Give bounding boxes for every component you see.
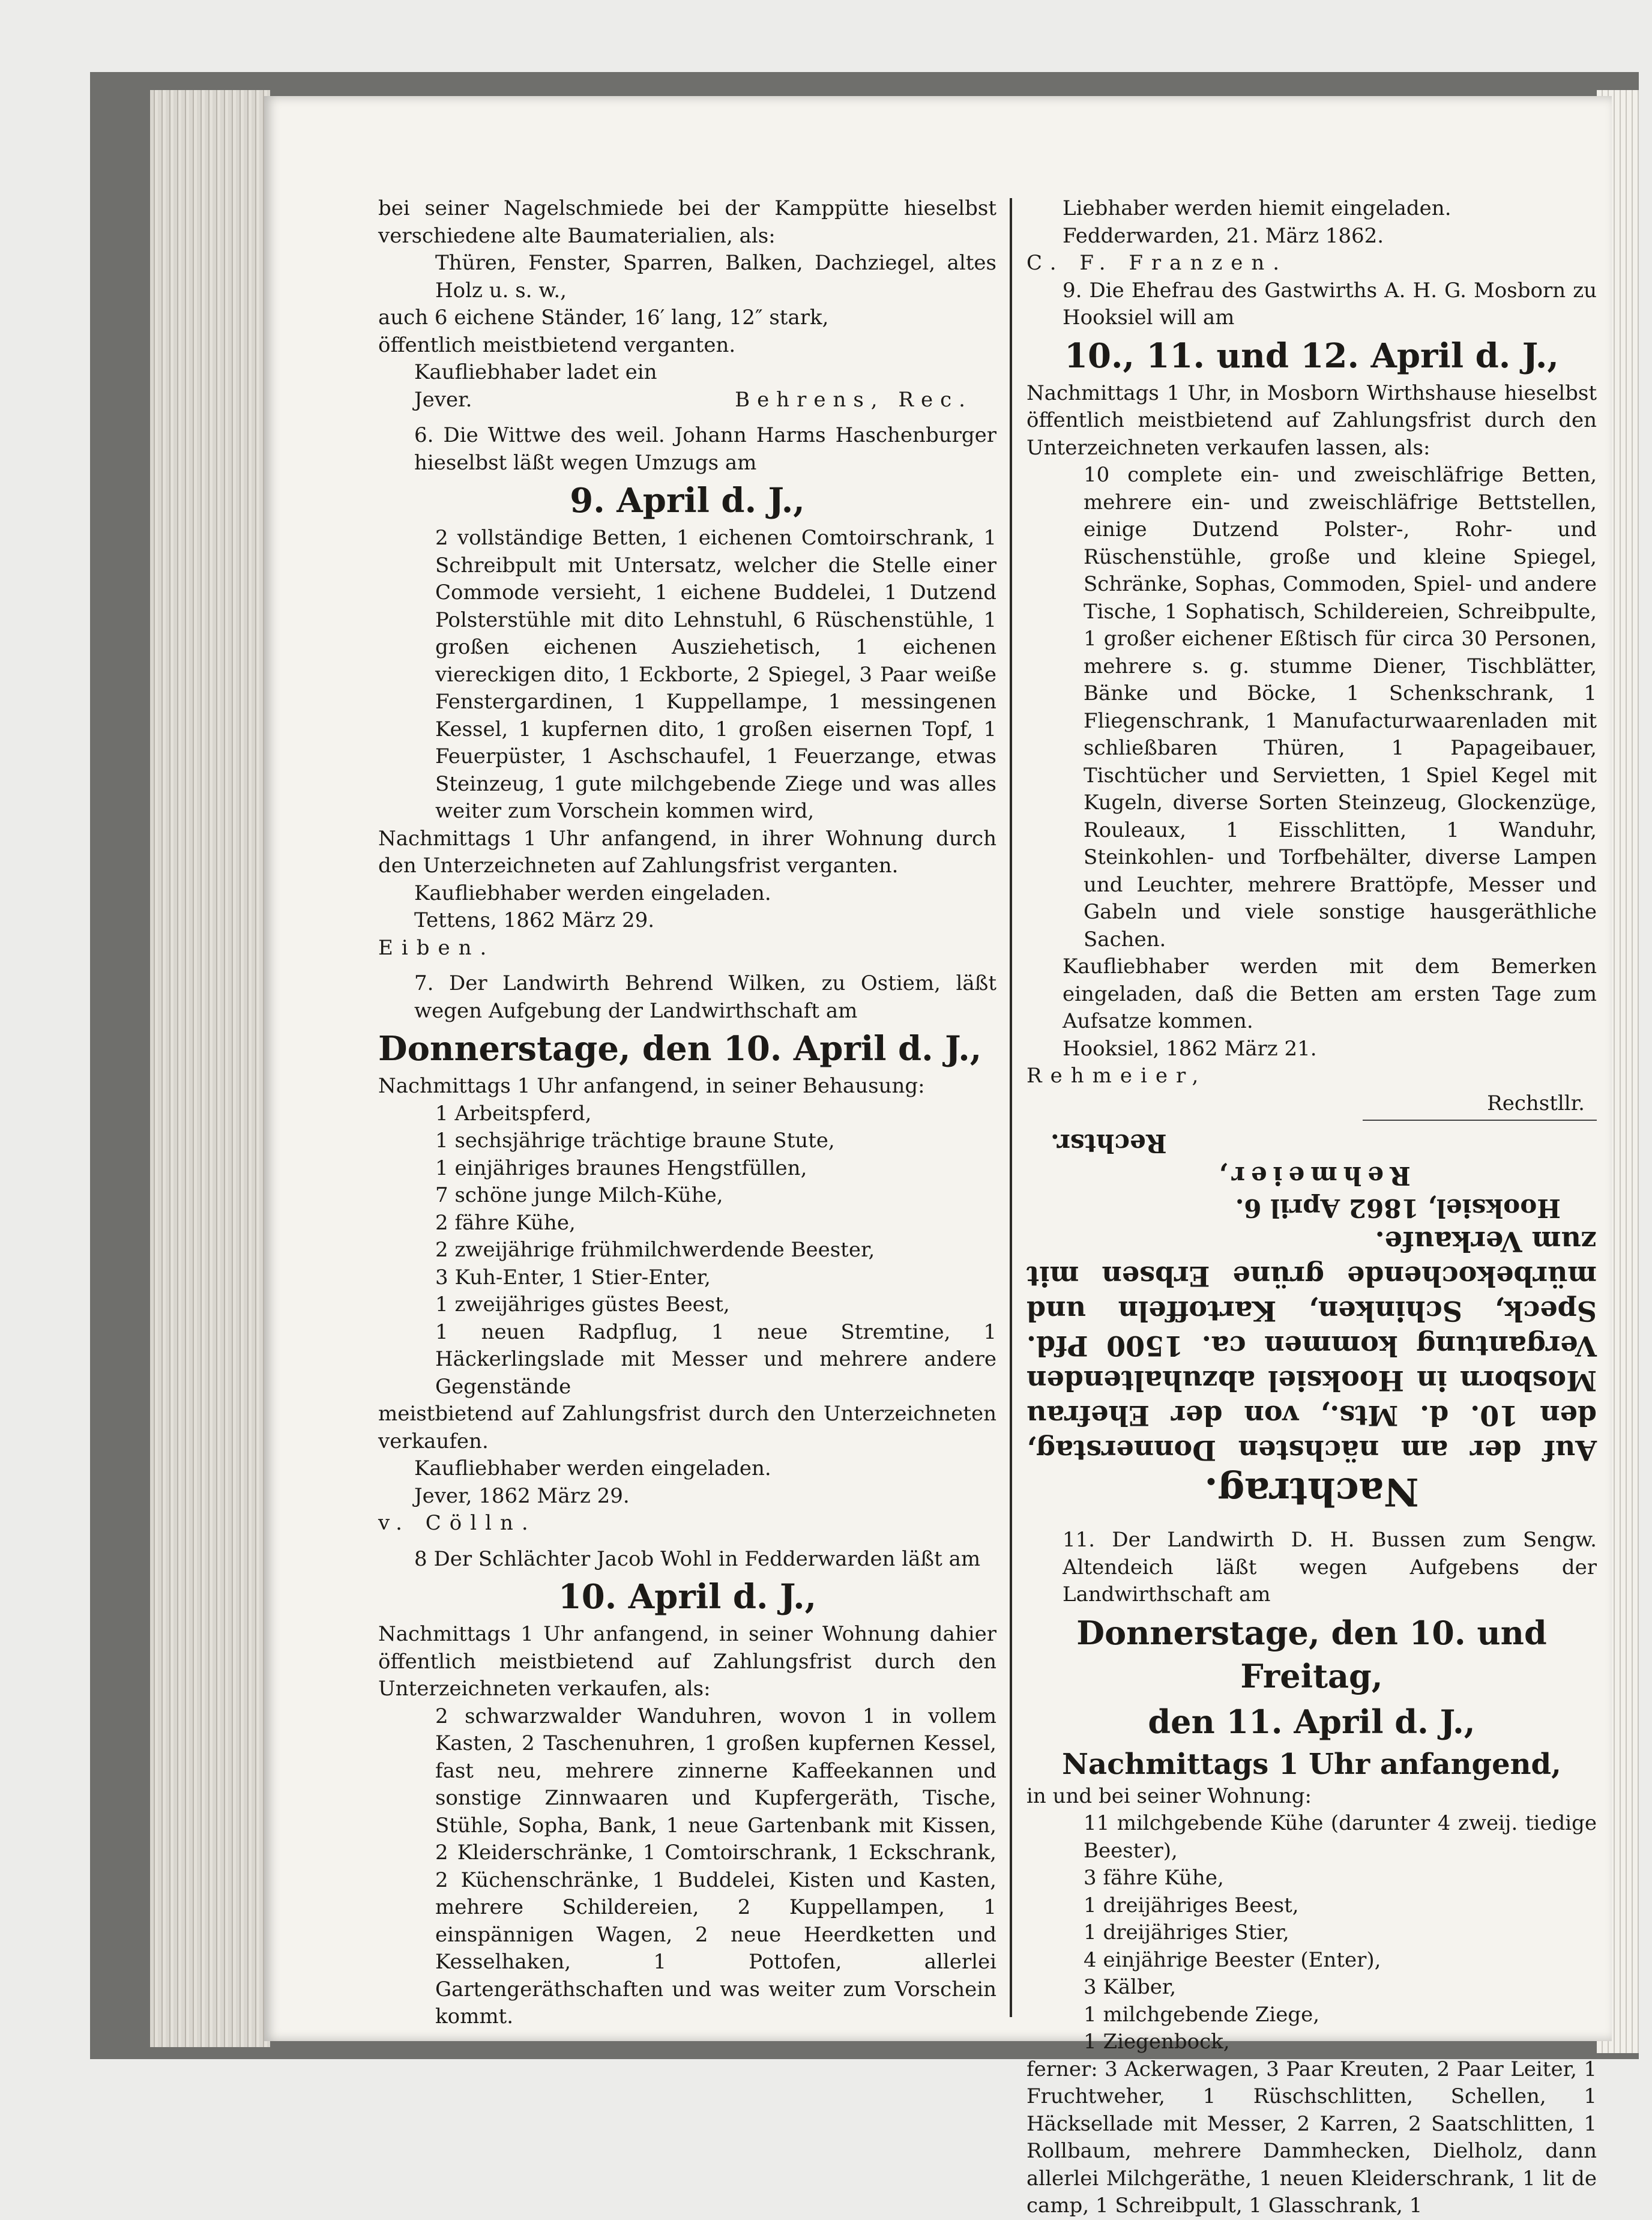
notice-11-item: 3 Kälber, bbox=[1084, 1975, 1177, 1999]
notice-7-signer: v. Cölln. bbox=[378, 1511, 537, 1535]
notice-6-invite: Kaufliebhaber werden eingeladen. bbox=[414, 881, 771, 905]
notice-8-terms: Nachmittags 1 Uhr anfangend, in seiner Wohnung dahier öffentlich meistbietend auf Zahlungsfrist durch den Unterzeichneten verkaufen, als: bbox=[378, 1622, 996, 1701]
notice-8-signer: C. F. Franzen. bbox=[1026, 251, 1288, 275]
nachtrag-text: Auf der am nächsten Donnerstag, den 10. d. Mts., von der Ehefrau Mosborn in Hooksiel abzuhaltenden Vergantung kommen ca. 1500 Pfd. Speck, Schinken, Kartoffeln und mürbekochende grüne Erbsen mit zum Verkaufe. bbox=[1026, 1225, 1597, 1467]
notice-7-item: 2 zweijährige frühmilchwerdende Beester, bbox=[435, 1238, 875, 1262]
notice-7-head: 7. Der Landwirth Behrend Wilken, zu Ostiem, läßt wegen Aufgebung der Landwirthschaft am bbox=[414, 971, 996, 1023]
notice-8-place: Fedderwarden, 21. März 1862. bbox=[1063, 223, 1384, 248]
intro-line: auch 6 eichene Ständer, 16′ lang, 12″ stark, bbox=[378, 306, 829, 330]
notice-7-item: 7 schöne junge Milch-Kühe, bbox=[435, 1183, 723, 1207]
notice-11-item: 3 fähre Kühe, bbox=[1084, 1866, 1224, 1890]
nachtrag-inverted bbox=[1026, 1127, 1597, 1515]
notice-11-head: 11. Der Landwirth D. H. Bussen zum Sengw. Altendeich läßt wegen Aufgebens der Landwirthschaft am bbox=[1063, 1528, 1597, 1606]
notice-7-time: Nachmittags 1 Uhr anfangend, in seiner Behausung: bbox=[378, 1074, 925, 1098]
notice-11-time: Nachmittags 1 Uhr anfangend, bbox=[1062, 1747, 1561, 1781]
right-column bbox=[1026, 195, 1597, 2220]
notice-8-items: 2 schwarzwalder Wanduhren, wovon 1 in vollem Kasten, 2 Taschenuhren, 1 großen kupfernen Kessel, fast neu, mehrere zinnerne Kaffeekannen und sonstige Zinnwaaren und Kupfergeräth, Tische, Stühle, Sopha, Bank, 1 neue Gartenbank mit Kissen, 2 Kleiderschränke, 1 Comtoirschrank, 1 Eckschrank, 2 Küchenschränke, 1 Buddelei, Kisten und Kasten, mehrere Schildereien, 2 Kuppellampen, 1 einspännigen Wagen, 2 neue Heerdketten und Kesselhaken, 1 Pottofen, allerlei Gartengeräthschaften und was weiter zum Vorschein kommt. bbox=[435, 1704, 996, 2028]
notice-7-item: 1 zweijähriges güstes Beest, bbox=[435, 1292, 730, 1317]
notice-11-item: 1 dreijähriges Stier, bbox=[1084, 1920, 1289, 1944]
nachtrag-title: Nachtrag. bbox=[1204, 1469, 1419, 1514]
nachtrag-signer-title: Rechtsr. bbox=[1051, 1129, 1167, 1158]
notice-6-head: 6. Die Wittwe des weil. Johann Harms Haschenburger hieselbst läßt wegen Umzugs am bbox=[414, 423, 996, 475]
notice-7-item: 1 sechsjährige trächtige braune Stute, bbox=[435, 1129, 835, 1153]
notice-7-place: Jever, 1862 März 29. bbox=[414, 1483, 630, 1508]
notice-7-item: 1 neuen Radpflug, 1 neue Stremtine, 1 Häckerlingslade mit Messer und mehrere andere Gegenstände bbox=[435, 1320, 996, 1399]
notice-9-place: Hooksiel, 1862 März 21. bbox=[1063, 1036, 1317, 1061]
left-column bbox=[378, 195, 996, 2031]
intro-signer: Behrens, Rec. bbox=[735, 387, 972, 412]
notice-11-item: 1 dreijähriges Beest, bbox=[1084, 1893, 1299, 1917]
notice-11-item: 4 einjährige Beester (Enter), bbox=[1084, 1947, 1381, 1972]
intro-invite: Kaufliebhaber ladet ein bbox=[414, 360, 657, 384]
notice-7-item: 1 Arbeitspferd, bbox=[435, 1101, 592, 1126]
newspaper-page bbox=[264, 96, 1612, 2218]
notice-11-date-1: Donnerstage, den 10. und Freitag, bbox=[1076, 1613, 1547, 1695]
notice-11-item: 11 milchgebende Kühe (darunter 4 zweij. tiedige Beester), bbox=[1084, 1811, 1597, 1863]
notice-7-item: 1 einjähriges braunes Hengstfüllen, bbox=[435, 1156, 807, 1180]
notice-11-date-2: den 11. April d. J., bbox=[1148, 1702, 1476, 1741]
nachtrag-signer: Rehmeier, bbox=[1213, 1161, 1411, 1190]
notice-9-signer-title: Rechstllr. bbox=[1487, 1091, 1585, 1115]
column-divider bbox=[1010, 198, 1012, 2017]
notice-6-terms: Nachmittags 1 Uhr anfangend, in ihrer Wohnung durch den Unterzeichneten auf Zahlungsfrist verganten. bbox=[378, 826, 996, 878]
notice-6-place: Tettens, 1862 März 29. bbox=[414, 908, 655, 932]
notice-8-invite: Liebhaber werden hiemit eingeladen. bbox=[1063, 196, 1452, 220]
notice-8-date: 10. April d. J., bbox=[558, 1577, 817, 1617]
nachtrag-place: Hooksiel, 1862 April 6. bbox=[1235, 1193, 1561, 1223]
notice-6-items: 2 vollständige Betten, 1 eichenen Comtoirschrank, 1 Schreibpult mit Untersatz, welcher die Stelle einer Commode versieht, 1 eichene Buddelei, 1 Dutzend Polsterstühle mit dito Lehnstuhl, 6 Rüschenstühle, 1 großen eichenen Ausziehetisch, 1 eichenen viereckigen dito, 1 Eckborte, 2 Spiegel, 3 Paar weiße Fenstergardinen, 1 Kuppellampe, 1 messingenen Kessel, 1 kupfernen dito, 1 großen eisernen Topf, 1 Feuerpüster, 1 Aschschaufel, 1 Feuerzange, etwas Steinzeug, 1 gute milchgebende Ziege und was alles weiter zum Vorschein kommen wird, bbox=[435, 526, 996, 823]
notice-9-invite: Kaufliebhaber werden mit dem Bemerken eingeladen, daß die Betten am ersten Tage zum Aufsatze kommen. bbox=[1063, 955, 1597, 1033]
notice-11-where: in und bei seiner Wohnung: bbox=[1026, 1784, 1312, 1808]
notice-9-head: 9. Die Ehefrau des Gastwirths A. H. G. Mosborn zu Hooksiel will am bbox=[1063, 278, 1597, 330]
intro-place-text: Jever. bbox=[414, 387, 472, 412]
separator-rule bbox=[1363, 1120, 1597, 1121]
notice-9-items: 10 complete ein- und zweischläfrige Betten, mehrere ein- und zweischläfrige Bettstellen, einige Dutzend Polster-, Rohr- und Rüschenstühle, große und kleine Spiegel, Schränke, Sophas, Commoden, Spiel- und andere Tische, 1 Sophatisch, Schildereien, Schreibpulte, 1 großer eichener Eßtisch für circa 30 Personen, mehrere s. g. stumme Diener, Tischblätter, Bänke und Böcke, 1 Schenkschrank, 1 Fliegenschrank, 1 Manufacturwaarenladen mit schließbaren Thüren, 1 Papageibauer, Tischtücher und Servietten, 1 Spiel Kegel mit Kugeln, diverse Sorten Steinzeug, Glockenzüge, Rouleaux, 1 Eisschlitten, 1 Wanduhr, Steinkohlen- und Torfbehälter, diverse Lampen und Leuchter, mehrere Brattöpfe, Messer und Gabeln und viele sonstige hausgeräthliche Sachen. bbox=[1084, 463, 1597, 952]
notice-7-item: 3 Kuh-Enter, 1 Stier-Enter, bbox=[435, 1265, 711, 1289]
notice-7-item: 2 fähre Kühe, bbox=[435, 1210, 576, 1235]
notice-9-terms: Nachmittags 1 Uhr, in Mosborn Wirthshause hieselbst öffentlich meistbietend auf Zahlungsfrist durch den Unterzeichneten verkaufen lassen, als: bbox=[1026, 381, 1597, 460]
notice-11-item: 1 milchgebende Ziege, bbox=[1084, 2002, 1320, 2027]
notice-9-signer: Rehmeier, bbox=[1026, 1064, 1207, 1088]
notice-6-signer: Eiben. bbox=[378, 935, 495, 960]
intro-materials: Thüren, Fenster, Sparren, Balken, Dachziegel, altes Holz u. s. w., bbox=[435, 251, 996, 303]
notice-7-date: Donnerstage, den 10. April d. J., bbox=[378, 1029, 982, 1069]
notice-7-terms: meistbietend auf Zahlungsfrist durch den Unterzeichneten verkaufen. bbox=[378, 1402, 996, 1453]
notice-11-item: 1 Ziegenbock, bbox=[1084, 2030, 1230, 2054]
page-edges-left bbox=[150, 90, 270, 2047]
notice-8-head: 8 Der Schlächter Jacob Wohl in Fedderwarden läßt am bbox=[414, 1546, 981, 1571]
intro-line: öffentlich meistbietend verganten. bbox=[378, 333, 736, 357]
notice-7-invite: Kaufliebhaber werden eingeladen. bbox=[414, 1456, 771, 1480]
intro-line: bei seiner Nagelschmiede bei der Kamppütte hieselbst verschiedene alte Baumaterialien, als: bbox=[378, 196, 996, 248]
notice-11-ferner: ferner: 3 Ackerwagen, 3 Paar Kreuten, 2 Paar Leiter, 1 Fruchtweher, 1 Rüschschlitten, Schellen, 1 Häcksellade mit Messer, 2 Karren, 2 Saatschlitten, 1 Rollbaum, mehrere Dammhecken, Dielholz, dann allerlei Milchgeräthe, 1 neuen Kleiderschrank, 1 lit de camp, 1 Schreibpult, 1 Glasschrank, 1 bbox=[1026, 2057, 1597, 2218]
notice-6-date: 9. April d. J., bbox=[570, 481, 805, 520]
intro-place bbox=[378, 387, 996, 414]
notice-9-date: 10., 11. und 12. April d. J., bbox=[1064, 336, 1559, 376]
